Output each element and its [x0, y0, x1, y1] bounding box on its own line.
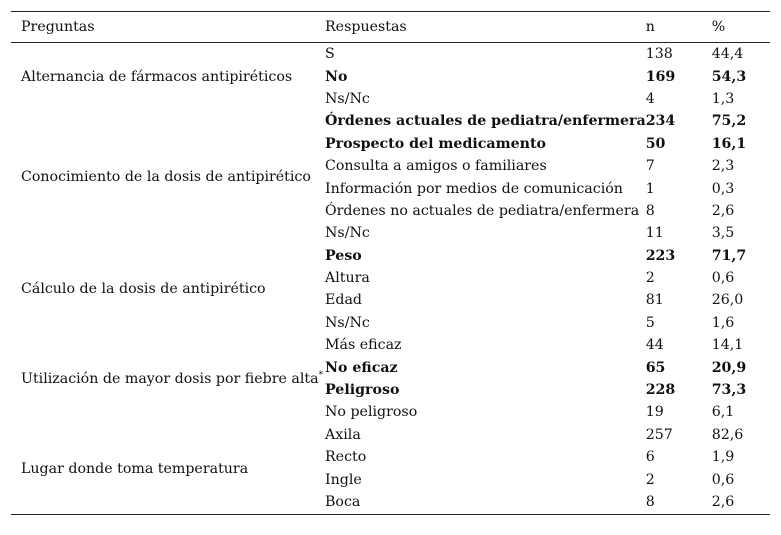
- answer-cell: Peso: [325, 247, 362, 264]
- answer-cell: Ns/Nc: [325, 90, 370, 107]
- percent-cell: 0,3: [711, 180, 735, 197]
- percent-cell: 44,4: [711, 46, 744, 63]
- answer-cell: Ns/Nc: [325, 314, 370, 331]
- answer-cell: Consulta a amigos o familiares: [325, 158, 547, 175]
- percent-cell: 26,0: [711, 292, 744, 309]
- count-cell: 234: [645, 113, 676, 130]
- percent-cell: 3,5: [711, 225, 735, 242]
- header-row: [11, 12, 770, 43]
- answer-cell: Órdenes no actuales de pediatra/enfermera: [325, 202, 640, 219]
- percent-cell: 71,7: [711, 247, 747, 264]
- percent-cell: 75,2: [711, 113, 747, 130]
- count-cell: 223: [645, 247, 676, 264]
- question-cell: [11, 245, 325, 335]
- percent-cell: 0,6: [711, 270, 735, 287]
- header-preguntas: Preguntas: [11, 12, 325, 43]
- question-text: Lugar donde toma temperatura: [21, 460, 249, 477]
- header-pct: %: [712, 12, 770, 43]
- count-cell: 11: [645, 225, 664, 242]
- answer-cell: No eficaz: [325, 359, 398, 376]
- count-cell: 1: [645, 180, 655, 197]
- count-cell: 81: [645, 292, 664, 309]
- percent-cell: 73,3: [711, 382, 747, 399]
- count-cell: 50: [645, 135, 666, 152]
- table-row: [11, 245, 770, 267]
- table-body: [11, 43, 770, 515]
- count-cell: 4: [645, 90, 655, 107]
- survey-table: [11, 11, 770, 515]
- footnote-marker: *: [318, 370, 324, 381]
- answer-cell: No peligroso: [325, 404, 418, 421]
- count-cell: 7: [645, 158, 655, 175]
- percent-cell: 16,1: [711, 135, 747, 152]
- percent-cell: 2,6: [712, 491, 770, 515]
- count-cell: 257: [645, 426, 673, 443]
- count-cell: 6: [645, 449, 655, 466]
- percent-cell: 1,9: [711, 449, 735, 466]
- percent-cell: 2,3: [711, 158, 735, 175]
- count-cell: 65: [645, 359, 666, 376]
- question-cell: [11, 110, 325, 244]
- answer-cell: Prospecto del medicamento: [325, 135, 546, 152]
- count-cell: 5: [645, 314, 655, 331]
- answer-cell: Peligroso: [325, 382, 400, 399]
- table-row: [11, 334, 770, 356]
- table-row: [11, 424, 770, 446]
- answer-cell: Más eficaz: [325, 337, 402, 354]
- count-cell: 2: [645, 471, 655, 488]
- header-respuestas: Respuestas: [325, 12, 646, 43]
- answer-cell: Altura: [325, 270, 370, 287]
- count-cell: 138: [645, 46, 673, 63]
- table-header: [11, 12, 770, 43]
- percent-cell: 6,1: [711, 404, 735, 421]
- percent-cell: 54,3: [711, 68, 747, 85]
- answer-cell: Edad: [325, 292, 362, 309]
- answer-cell: Ns/Nc: [325, 225, 370, 242]
- question-text: Utilización de mayor dosis por fiebre alta: [21, 370, 319, 387]
- table-row: [11, 43, 770, 66]
- answer-cell: Axila: [325, 426, 361, 443]
- answer-cell: Recto: [325, 449, 367, 466]
- question-text: Conocimiento de la dosis de antipirético: [21, 169, 311, 186]
- answer-cell: Información por medios de comunicación: [325, 180, 623, 197]
- header-n: n: [646, 12, 712, 43]
- question-cell: [11, 43, 325, 111]
- answer-cell: Ingle: [325, 471, 362, 488]
- answer-cell: No: [325, 68, 348, 85]
- count-cell: 169: [645, 68, 676, 85]
- percent-cell: 82,6: [711, 426, 744, 443]
- question-cell: [11, 334, 325, 424]
- percent-cell: 0,6: [711, 471, 735, 488]
- percent-cell: 20,9: [711, 359, 747, 376]
- count-cell: 8: [646, 491, 712, 515]
- percent-cell: 2,6: [711, 202, 735, 219]
- answer-cell: Boca: [325, 491, 646, 515]
- answer-cell: S: [325, 46, 335, 63]
- count-cell: 2: [645, 270, 655, 287]
- count-cell: 8: [645, 202, 655, 219]
- percent-cell: 1,6: [711, 314, 735, 331]
- percent-cell: 1,3: [711, 90, 735, 107]
- answer-cell: Órdenes actuales de pediatra/enfermera: [325, 113, 646, 130]
- count-cell: 44: [645, 337, 664, 354]
- question-text: Alternancia de fármacos antipiréticos: [21, 68, 293, 85]
- table-row: [11, 110, 770, 132]
- question-text: Cálculo de la dosis de antipirético: [21, 281, 266, 298]
- percent-cell: 14,1: [711, 337, 744, 354]
- count-cell: 19: [645, 404, 664, 421]
- question-cell: [11, 424, 325, 515]
- count-cell: 228: [645, 382, 676, 399]
